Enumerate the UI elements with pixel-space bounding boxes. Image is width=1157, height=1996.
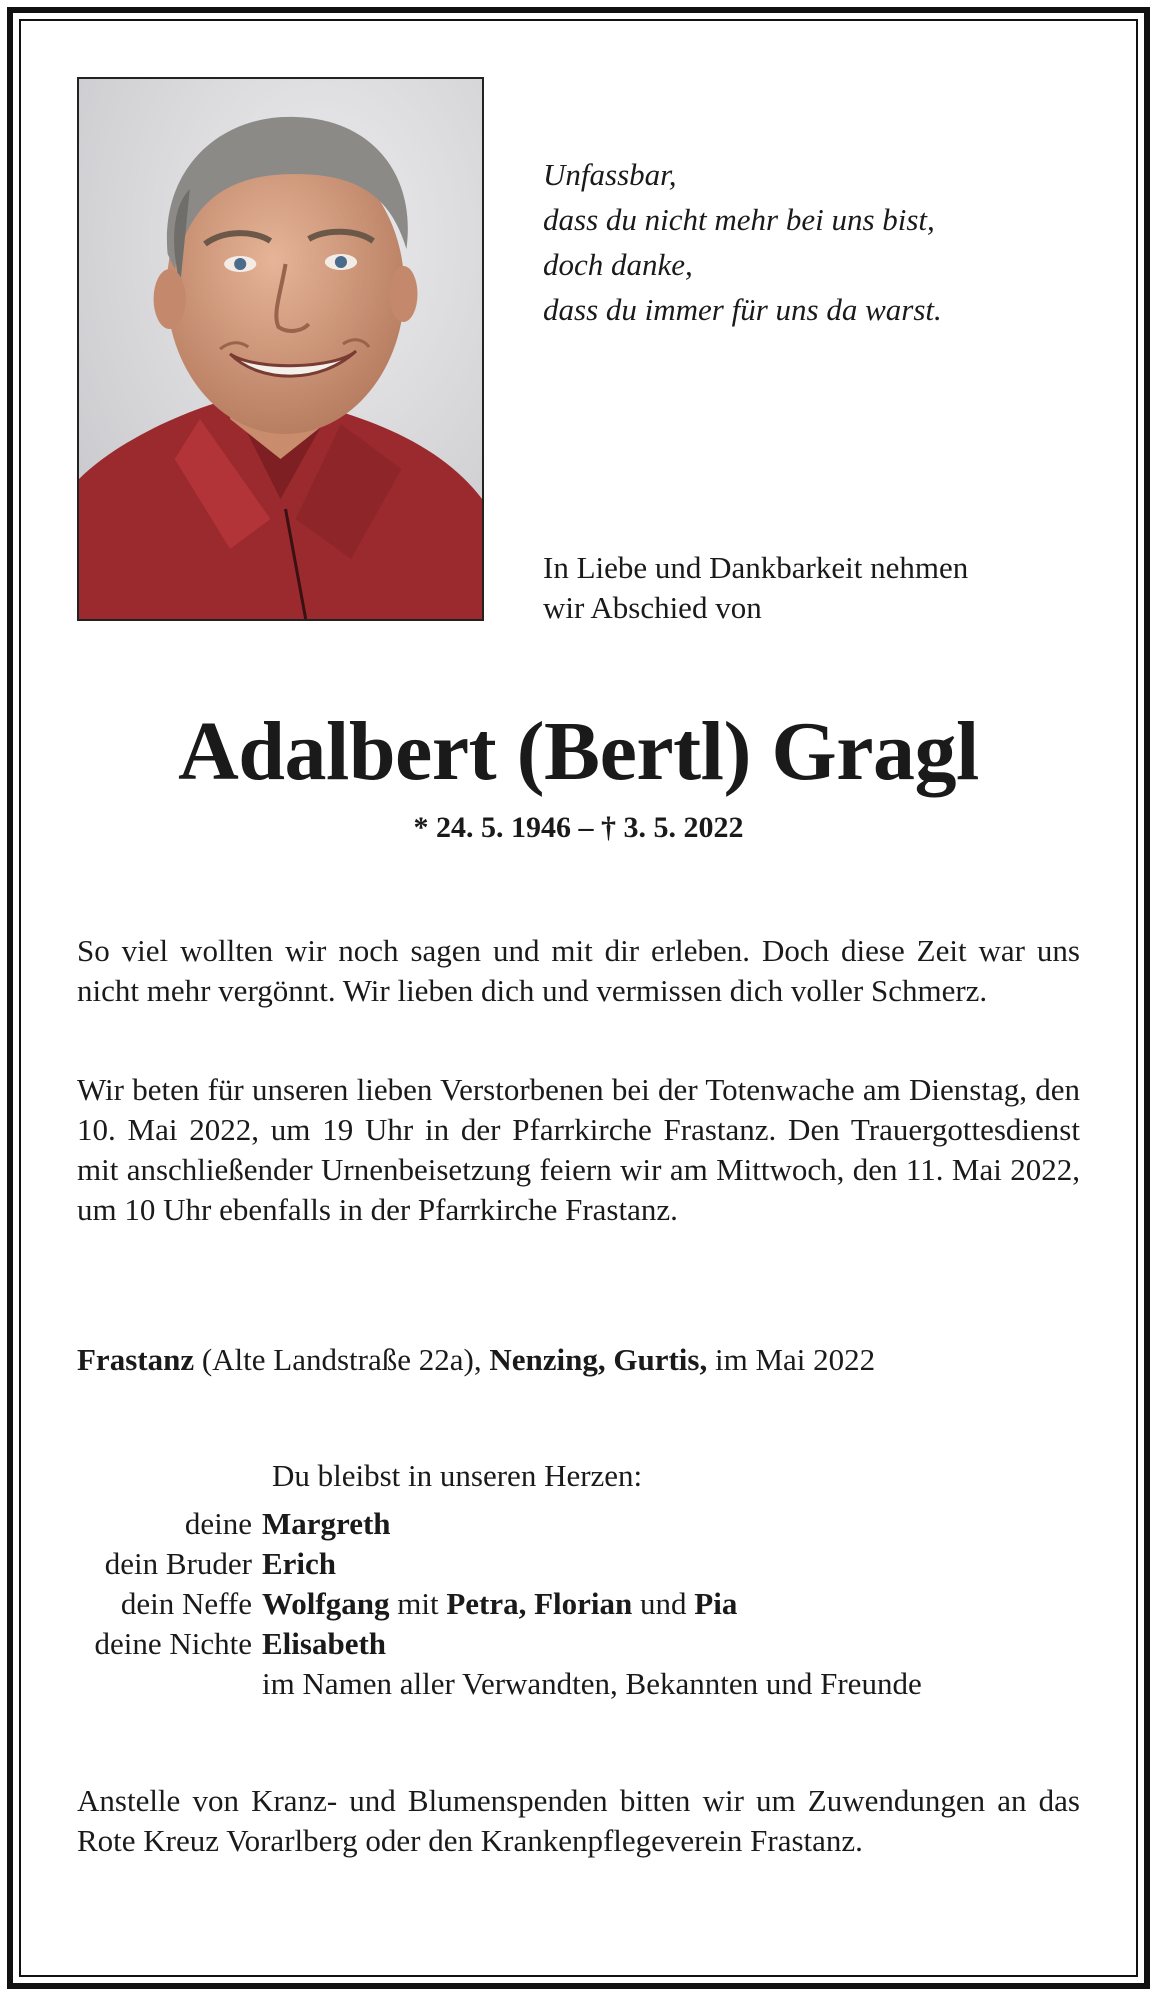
intro-line: wir Abschied von [543,590,762,625]
mourner-name: Wolfgang [262,1586,390,1621]
closing-mourners: im Namen aller Verwandten, Bekannten und Freunde [262,1666,922,1701]
mourner-names [262,1504,1110,1544]
mourner-names [262,1544,1110,1584]
service-paragraph: Wir beten für unseren lieben Verstorbenen bei der Totenwache am Dienstag, den 10. Mai 2022, um 19 Uhr in der Pfarrkirche Frastanz. Den Trauergottesdienst mit anschließender Urnenbeisetzung feiern wir am Mittwoch, den 11. Mai 2022, um 10 Uhr ebenfalls in der Pfarrkirche Frastanz. [77,1072,1080,1227]
mourner-relation: deine Nichte [94,1626,252,1661]
connector-text: mit [389,1586,447,1621]
place-town: Frastanz [77,1342,195,1377]
farewell-intro [543,548,1103,628]
mourner-name: Pia [694,1586,738,1621]
mourner-name: Erich [262,1546,337,1581]
mourner-relation: deine [184,1506,252,1541]
mourner-relation: dein Bruder [104,1546,252,1581]
place-others: Nenzing, Gurtis, [489,1342,708,1377]
mourner-names [262,1584,1110,1624]
mourner-name: Petra, Florian [446,1586,633,1621]
place-address: (Alte Landstraße 22a), [194,1342,490,1377]
remembrance-paragraph: So viel wollten wir noch sagen und mit dir erleben. Doch diese Zeit war uns nicht mehr vergönnt. Wir lieben dich und vermissen dich voller Schmerz. [77,933,1080,1008]
life-dates: * 24. 5. 1946 – † 3. 5. 2022 [413,811,744,844]
connector-text: und [632,1586,695,1621]
mourner-relation: dein Neffe [120,1586,252,1621]
mourner-relation [50,1664,262,1704]
motto-line: Unfassbar, [543,157,677,192]
motto-line: doch danke, [543,247,693,282]
portrait-photo [77,77,484,621]
mourner-row [50,1664,1110,1704]
mourner-names [262,1624,1110,1664]
mourner-name: Elisabeth [262,1626,387,1661]
deceased-name: Adalbert (Bertl) Gragl [178,705,979,798]
donation-note: Anstelle von Kranz- und Blumenspenden bitten wir um Zuwendungen an das Rote Kreuz Vorarlberg oder den Krankenpflegeverein Frastanz. [77,1783,1080,1858]
mourners-heading: Du bleibst in unseren Herzen: [272,1458,643,1493]
motto-line: dass du nicht mehr bei uns bist, [543,202,935,237]
mourner-name: Margreth [262,1506,391,1541]
motto-line: dass du immer für uns da warst. [543,292,942,327]
place-date-line [77,1340,875,1380]
place-date: im Mai 2022 [707,1342,876,1377]
intro-line: In Liebe und Dankbarkeit nehmen [543,550,969,585]
mourner-row [50,1584,1110,1624]
mourner-row [50,1504,1110,1544]
motto-verse [543,152,1103,332]
mourner-row [50,1624,1110,1664]
mourners-list [50,1504,1110,1704]
mourner-row [50,1544,1110,1584]
